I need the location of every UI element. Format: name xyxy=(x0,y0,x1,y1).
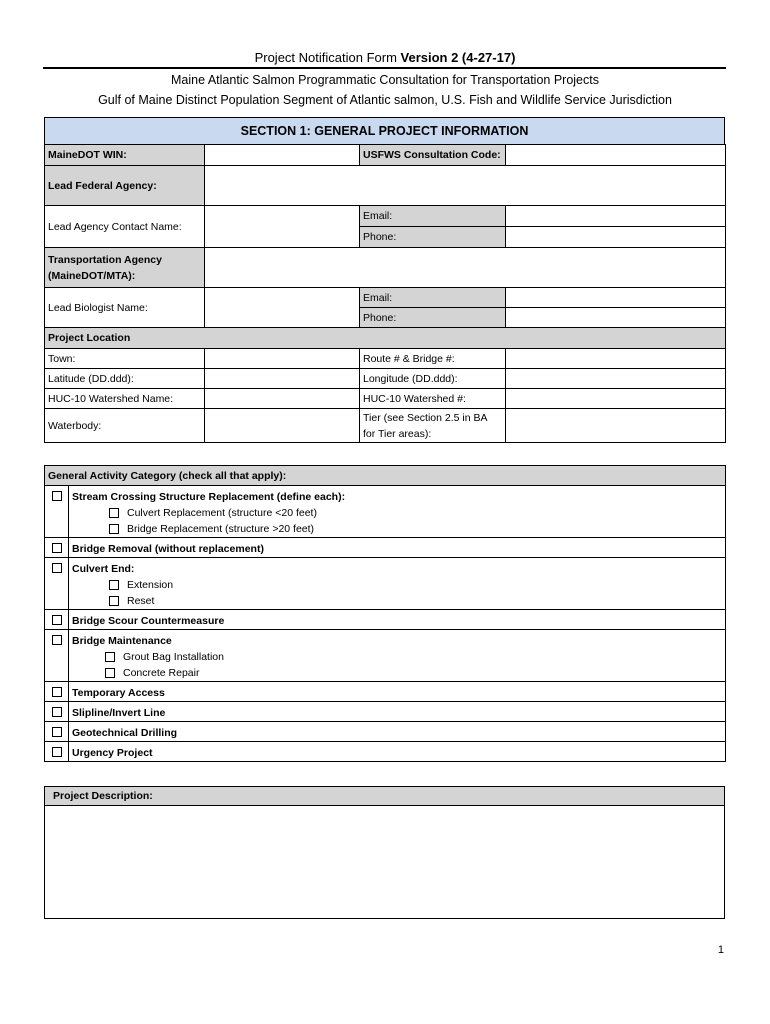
lead-biologist-field[interactable] xyxy=(205,288,360,328)
temporary-access-label: Temporary Access xyxy=(69,682,726,702)
biologist-phone-label: Phone: xyxy=(360,308,506,328)
urgency-label: Urgency Project xyxy=(69,742,726,762)
extension-checkbox[interactable] xyxy=(109,580,119,590)
temporary-access-checkbox[interactable] xyxy=(52,687,62,697)
lead-biologist-label: Lead Biologist Name: xyxy=(45,288,205,328)
lead-federal-agency-label: Lead Federal Agency: xyxy=(45,166,205,206)
transportation-agency-field[interactable] xyxy=(205,248,726,288)
huc-number-field[interactable] xyxy=(506,389,726,409)
header-rule xyxy=(43,67,726,69)
biologist-phone-field[interactable] xyxy=(506,308,726,328)
slipline-label: Slipline/Invert Line xyxy=(69,702,726,722)
stream-crossing-checkbox[interactable] xyxy=(52,491,62,501)
bridge-replacement-label: Bridge Replacement (structure >20 feet) xyxy=(127,523,315,535)
culvert-end-label: Culvert End: xyxy=(72,563,135,575)
lead-federal-agency-field[interactable] xyxy=(205,166,726,206)
urgency-checkbox[interactable] xyxy=(52,747,62,757)
project-description-header: Project Description: xyxy=(44,786,725,806)
lead-agency-contact-field[interactable] xyxy=(205,206,360,248)
concrete-checkbox[interactable] xyxy=(105,668,115,678)
scour-label: Bridge Scour Countermeasure xyxy=(69,610,726,630)
latitude-label: Latitude (DD.ddd): xyxy=(45,369,205,389)
huc-number-label: HUC-10 Watershed #: xyxy=(360,389,506,409)
lead-agency-email-field[interactable] xyxy=(506,206,726,227)
route-bridge-field[interactable] xyxy=(506,349,726,369)
lead-agency-email-label: Email: xyxy=(360,206,506,227)
route-bridge-label: Route # & Bridge #: xyxy=(360,349,506,369)
geotechnical-label: Geotechnical Drilling xyxy=(69,722,726,742)
town-field[interactable] xyxy=(205,349,360,369)
scour-checkbox[interactable] xyxy=(52,615,62,625)
subtitle-line1: Maine Atlantic Salmon Programmatic Consultation for Transportation Projects xyxy=(171,73,599,87)
geotechnical-checkbox[interactable] xyxy=(52,727,62,737)
longitude-field[interactable] xyxy=(506,369,726,389)
lead-agency-phone-label: Phone: xyxy=(360,227,506,248)
project-description-field[interactable] xyxy=(44,805,725,919)
stream-crossing-label: Stream Crossing Structure Replacement (define each): xyxy=(72,491,346,503)
transportation-agency-line1: Transportation Agency xyxy=(48,253,162,266)
biologist-email-field[interactable] xyxy=(506,288,726,308)
latitude-field[interactable] xyxy=(205,369,360,389)
reset-checkbox[interactable] xyxy=(109,596,119,606)
reset-label: Reset xyxy=(127,595,155,607)
culvert-replacement-checkbox[interactable] xyxy=(109,508,119,518)
biologist-email-label: Email: xyxy=(360,288,506,308)
activity-header: General Activity Category (check all that apply): xyxy=(45,466,726,486)
general-info-table xyxy=(44,144,726,443)
usfws-code-label: USFWS Consultation Code: xyxy=(360,145,506,166)
transportation-agency-line2: (MaineDOT/MTA): xyxy=(48,269,136,282)
grout-label: Grout Bag Installation xyxy=(123,651,224,663)
form-title xyxy=(0,50,770,65)
maine-dot-win-field[interactable] xyxy=(205,145,360,166)
bridge-removal-label: Bridge Removal (without replacement) xyxy=(69,538,726,558)
lead-agency-phone-field[interactable] xyxy=(506,227,726,248)
bridge-maintenance-checkbox[interactable] xyxy=(52,635,62,645)
grout-checkbox[interactable] xyxy=(105,652,115,662)
maine-dot-win-label: MaineDOT WIN: xyxy=(45,145,205,166)
tier-line2: for Tier areas): xyxy=(363,427,432,440)
concrete-label: Concrete Repair xyxy=(123,667,200,679)
culvert-end-checkbox[interactable] xyxy=(52,563,62,573)
huc-name-field[interactable] xyxy=(205,389,360,409)
town-label: Town: xyxy=(45,349,205,369)
bridge-replacement-checkbox[interactable] xyxy=(109,524,119,534)
tier-line1: Tier (see Section 2.5 in BA xyxy=(363,411,488,424)
bridge-maintenance-label: Bridge Maintenance xyxy=(72,635,172,647)
lead-agency-contact-label: Lead Agency Contact Name: xyxy=(45,206,205,248)
transportation-agency-label xyxy=(45,248,205,288)
form-version: Version 2 (4-27-17) xyxy=(400,50,516,65)
form-title-plain: Project Notification Form xyxy=(254,50,401,65)
slipline-checkbox[interactable] xyxy=(52,707,62,717)
subtitle-line2: Gulf of Maine Distinct Population Segment of Atlantic salmon, U.S. Fish and Wildlife Service Jurisdiction xyxy=(98,93,672,107)
longitude-label: Longitude (DD.ddd): xyxy=(360,369,506,389)
tier-field[interactable] xyxy=(506,409,726,443)
activity-table xyxy=(44,465,726,762)
bridge-removal-checkbox[interactable] xyxy=(52,543,62,553)
tier-label xyxy=(360,409,506,443)
extension-label: Extension xyxy=(127,579,174,591)
huc-name-label: HUC-10 Watershed Name: xyxy=(45,389,205,409)
culvert-replacement-label: Culvert Replacement (structure <20 feet) xyxy=(127,507,317,519)
usfws-code-field[interactable] xyxy=(506,145,726,166)
page-number: 1 xyxy=(717,944,724,956)
waterbody-field[interactable] xyxy=(205,409,360,443)
project-location-header: Project Location xyxy=(45,328,726,349)
waterbody-label: Waterbody: xyxy=(45,409,205,443)
section1-title: SECTION 1: GENERAL PROJECT INFORMATION xyxy=(44,117,725,144)
